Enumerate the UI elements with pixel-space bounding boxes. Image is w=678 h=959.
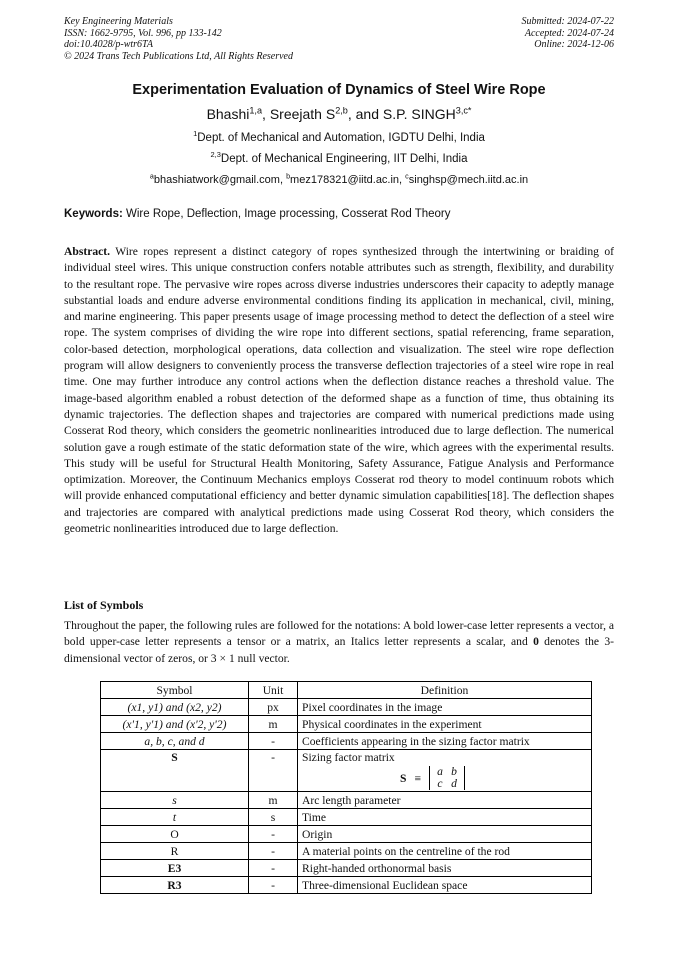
matrix-entry: b: [451, 765, 457, 778]
author-sup: 2,b: [335, 105, 348, 116]
affiliation-1: [0, 129, 678, 144]
email-link[interactable]: bhashiatwork@gmail.com,: [153, 174, 287, 186]
definition-cell: A material points on the centreline of the rod: [298, 843, 592, 860]
matrix-lhs: S: [400, 771, 407, 785]
section-heading-symbols: List of Symbols: [64, 598, 144, 612]
email-link[interactable]: singhsp@mech.iitd.ac.in: [408, 174, 529, 186]
unit-cell: -: [249, 733, 298, 750]
table-row: [101, 699, 592, 716]
column-header-unit: Unit: [249, 682, 298, 699]
author-separator: ,: [262, 106, 270, 122]
unit-cell: -: [249, 877, 298, 894]
definition-cell: Physical coordinates in the experiment: [298, 716, 592, 733]
email-sup: a: [149, 172, 154, 181]
online-date: Online: 2024-12-06: [534, 39, 614, 51]
author-sup: 1,a: [249, 105, 263, 116]
author-emails: [0, 174, 678, 186]
author-sup: 3,c*: [455, 105, 472, 116]
journal-doi: doi:10.4028/p-wtr6TA: [64, 39, 153, 51]
symbol-cell: O: [101, 826, 249, 843]
keywords-text: Wire Rope, Deflection, Image processing, Cosserat Rod Theory: [126, 208, 451, 220]
journal-header-right: [522, 16, 615, 51]
journal-header-left: [64, 16, 293, 62]
affiliation-sup: 1: [193, 129, 198, 139]
symbol-cell: (x'1, y'1) and (x'2, y'2): [101, 716, 249, 733]
definition-cell: [298, 750, 592, 792]
submitted-date: Submitted: 2024-07-22: [521, 16, 614, 27]
matrix-entry: d: [451, 777, 457, 790]
symbol-cell: (x1, y1) and (x2, y2): [101, 699, 249, 716]
column-header-definition: Definition: [298, 682, 592, 699]
symbol-cell: S: [101, 750, 249, 792]
definition-cell: Time: [298, 809, 592, 826]
abstract-text: Wire ropes represent a distinct category of ropes synthesized through the intertwining or braiding of individual steel wires. This unique construction confers notable attributes such as strength, flexibility, and durability to the resultant rope. The pervasive wire ropes across diverse industries underscores their capacity to adeptly manage substantial loads and endure adverse environmental conditions finding its application in mechanical, civil, mining, and marine engineering. This paper presents usage of image processing method to detect the deflection of a steel wire rope. The system comprises of dividing the wire rope into different sections, spatial referencing, frame separation, color-based detection, morphological operations, data collection and visualization. The steel wire rope deflection program will allow designers to conveniently process the transverse deflection trajectories of a steel wire rope in real time. One may further introduce any control actions when the deflection distance reaches a threshold value. The image-based algorithm enabled a robust detection of the deformed shape as a function of time, thus obtaining its dynamic trajectories. The deflection shapes and trajectories are compared with numerical predictions made using Cosserat Rod theory, which considers the geometric nonlinearities introduced due to large deflection. The numerical solution gave a rough estimate of the static deformation state of the wire, which agrees with the experimental results. This study will be useful for Structural Health Monitoring, Safety Assurance, Fatigue Analysis and Performance optimization. Moreover, the Continuum Mechanics employs Cosserat rod theory to model continuum robots which will provide enhanced computational efficiency and better dynamic simulation capabilities[18]. The deflection shapes and trajectories are compared with analytical predictions made using Cosserat Rod theory, which considers the geometric nonlinearities introduced due to large deflection.: [64, 245, 614, 536]
author-name: S.P. SINGH: [382, 106, 456, 122]
definition-cell: Right-handed orthonormal basis: [298, 860, 592, 877]
table-header-row: [101, 682, 592, 699]
abstract-label: Abstract.: [64, 245, 111, 258]
symbol-cell: s: [101, 792, 249, 809]
notation-zero: 0: [533, 635, 539, 649]
journal-issn: ISSN: 1662-9795, Vol. 996, pp 133-142: [64, 27, 222, 39]
abstract: [64, 244, 614, 537]
unit-cell: m: [249, 792, 298, 809]
keywords: [64, 208, 616, 220]
unit-cell: -: [249, 843, 298, 860]
matrix-entry: c: [437, 777, 443, 790]
author-name: Sreejath S: [269, 106, 336, 122]
unit-cell: px: [249, 699, 298, 716]
affiliation-2: [0, 150, 678, 165]
email-link[interactable]: mez178321@iitd.ac.in,: [290, 174, 406, 186]
matrix-equiv: ≡: [414, 771, 421, 785]
email-sup: b: [286, 172, 291, 181]
notation-text: denotes the 3-dimensional vector of zeros, or 3 × 1 null vector.: [64, 635, 615, 665]
symbol-cell: E3: [101, 860, 249, 877]
definition-cell: Arc length parameter: [298, 792, 592, 809]
column-header-symbol: Symbol: [101, 682, 249, 699]
table-row: [101, 860, 592, 877]
sizing-matrix-equation: [302, 765, 587, 791]
notation-paragraph: [64, 618, 614, 667]
symbol-cell: a, b, c, and d: [101, 733, 249, 750]
notation-text: Throughout the paper, the following rules are followed for the notations: A bold lower-case letter represents a vector, a bold upper-case letter represents a tensor or a matrix, an Italics letter represents a scalar, and: [64, 619, 615, 649]
unit-cell: -: [249, 860, 298, 877]
journal-name: Key Engineering Materials: [64, 16, 173, 27]
accepted-date: Accepted: 2024-07-24: [524, 27, 614, 39]
matrix-brackets: [429, 766, 465, 790]
author-list: [0, 106, 678, 122]
definition-cell: Three-dimensional Euclidean space: [298, 877, 592, 894]
table-row: [101, 809, 592, 826]
affiliation-sup: 2,3: [210, 150, 221, 160]
table-row: [101, 877, 592, 894]
table-row: [101, 750, 592, 792]
table-row: [101, 843, 592, 860]
keywords-label: Keywords:: [64, 208, 123, 220]
symbol-cell: t: [101, 809, 249, 826]
definition-cell: Pixel coordinates in the image: [298, 699, 592, 716]
table-row: [101, 733, 592, 750]
journal-copyright: © 2024 Trans Tech Publications Ltd, All Rights Reserved: [64, 50, 293, 62]
definition-cell: Coefficients appearing in the sizing factor matrix: [298, 733, 592, 750]
author-separator: , and: [347, 106, 383, 122]
paper-title: Experimentation Evaluation of Dynamics of Steel Wire Rope: [132, 82, 546, 98]
table-row: [101, 792, 592, 809]
matrix-entry: a: [437, 765, 443, 778]
email-sup: c: [405, 172, 409, 181]
affiliation-text: Dept. of Mechanical and Automation, IGDTU Delhi, India: [197, 132, 485, 144]
symbol-cell: R: [101, 843, 249, 860]
unit-cell: -: [249, 826, 298, 843]
table-row: [101, 716, 592, 733]
symbol-cell: R3: [101, 877, 249, 894]
affiliation-text: Dept. of Mechanical Engineering, IIT Delhi, India: [220, 153, 468, 165]
unit-cell: m: [249, 716, 298, 733]
definition-text: Sizing factor matrix: [302, 751, 395, 764]
author-name: Bhashi: [206, 106, 250, 122]
unit-cell: s: [249, 809, 298, 826]
table-row: [101, 826, 592, 843]
definition-cell: Origin: [298, 826, 592, 843]
symbols-table: [100, 681, 592, 894]
unit-cell: -: [249, 750, 298, 792]
